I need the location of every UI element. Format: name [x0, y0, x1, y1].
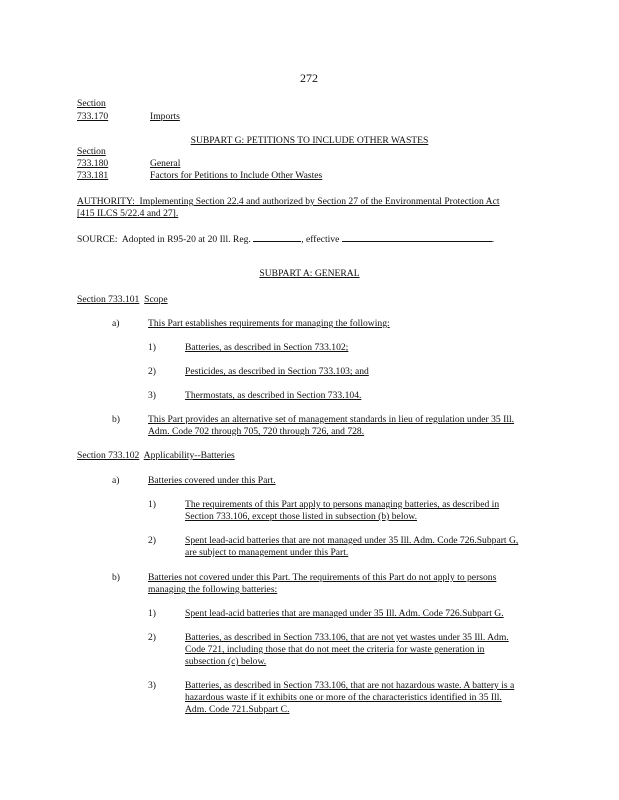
- toc-section-number: 733.180: [77, 158, 109, 169]
- authority-text: Implementing Section 22.4 and authorized by Section 27 of the Environmental Protection Act: [139, 196, 500, 207]
- list-marker: b): [112, 414, 120, 425]
- list-marker: 2): [148, 632, 156, 643]
- list-item: Thermostats, as described in Section 733.104.: [185, 390, 362, 401]
- source-paragraph: [77, 232, 494, 246]
- list-marker: 2): [148, 535, 156, 546]
- blank-line: [446, 232, 492, 242]
- list-item: Spent lead-acid batteries that are not managed under 35 Ill. Adm. Code 726.Subpart G,: [185, 535, 519, 546]
- list-item-continuation: hazardous waste if it exhibits one or more of the characteristics identified in 35 Ill.: [185, 692, 502, 703]
- source-effective: , effective: [301, 234, 340, 245]
- list-marker: 3): [148, 680, 156, 691]
- list-marker: 3): [148, 390, 156, 401]
- page-number: 272: [300, 71, 318, 85]
- list-item-continuation: Section 733.106, except those listed in subsection (b) below.: [185, 511, 417, 522]
- toc-section-title: General: [150, 158, 181, 169]
- section-102-number: Section 733.102: [77, 450, 140, 461]
- source-text: Adopted in R95-20 at 20 Ill. Reg.: [121, 234, 251, 245]
- list-item: Pesticides, as described in Section 733.103; and: [185, 366, 369, 377]
- list-item-continuation: Code 721, including those that do not meet the criteria for waste generation in: [185, 644, 485, 655]
- list-marker: 2): [148, 366, 156, 377]
- blank-line: [253, 232, 301, 242]
- list-marker: a): [112, 318, 120, 329]
- toc-section-title: Factors for Petitions to Include Other Wastes: [150, 170, 323, 181]
- list-item-continuation: Adm. Code 702 through 705, 720 through 726, and 728.: [148, 426, 365, 437]
- list-item: Batteries, as described in Section 733.102;: [185, 342, 349, 353]
- section-101-number: Section 733.101: [77, 294, 140, 305]
- toc-section-number: 733.181: [77, 170, 109, 181]
- subpart-g-title: SUBPART G: PETITIONS TO INCLUDE OTHER WASTES: [190, 135, 429, 146]
- subpart-a-title: SUBPART A: GENERAL: [259, 268, 360, 279]
- list-marker: a): [112, 475, 120, 486]
- list-marker: 1): [148, 499, 156, 510]
- list-item: This Part establishes requirements for managing the following:: [148, 318, 390, 329]
- toc-section-number: 733.170: [77, 111, 109, 122]
- list-item: Batteries covered under this Part.: [148, 475, 276, 486]
- list-marker: b): [112, 572, 120, 583]
- list-item-continuation: subsection (c) below.: [185, 656, 267, 667]
- list-item-continuation: Adm. Code 721.Subpart C.: [185, 704, 290, 715]
- list-item: This Part provides an alternative set of management standards in lieu of regulation under 35 Ill.: [148, 414, 515, 425]
- source-label: SOURCE:: [77, 234, 118, 245]
- source-end: .: [491, 234, 495, 245]
- authority-paragraph: [77, 196, 500, 208]
- list-item: Batteries, as described in Section 733.106, that are not hazardous waste. A battery is a: [185, 680, 515, 691]
- toc-section-title: Imports: [150, 111, 180, 122]
- list-marker: 1): [148, 608, 156, 619]
- section-102-title: Applicability--Batteries: [143, 450, 235, 461]
- section-102-heading: [77, 450, 235, 462]
- authority-label: AUTHORITY:: [77, 196, 135, 207]
- list-item: Spent lead-acid batteries that are managed under 35 Ill. Adm. Code 726.Subpart G.: [185, 608, 504, 619]
- section-101-heading: [77, 294, 168, 306]
- list-item: Batteries not covered under this Part. The requirements of this Part do not apply to persons: [148, 572, 497, 583]
- section-101-title: Scope: [144, 294, 168, 305]
- list-marker: 1): [148, 342, 156, 353]
- list-item-continuation: managing the following batteries:: [148, 584, 278, 595]
- list-item: Batteries, as described in Section 733.106, that are not yet wastes under 35 Ill. Adm.: [185, 632, 509, 643]
- list-item-continuation: are subject to management under this Part.: [185, 547, 349, 558]
- subpart-g-section-heading: Section: [77, 146, 106, 157]
- blank-line: [342, 232, 446, 242]
- list-item: The requirements of this Part apply to persons managing batteries, as described in: [185, 499, 500, 510]
- authority-citation: [415 ILCS 5/22.4 and 27].: [77, 208, 179, 219]
- toc-section-heading: Section: [77, 98, 106, 109]
